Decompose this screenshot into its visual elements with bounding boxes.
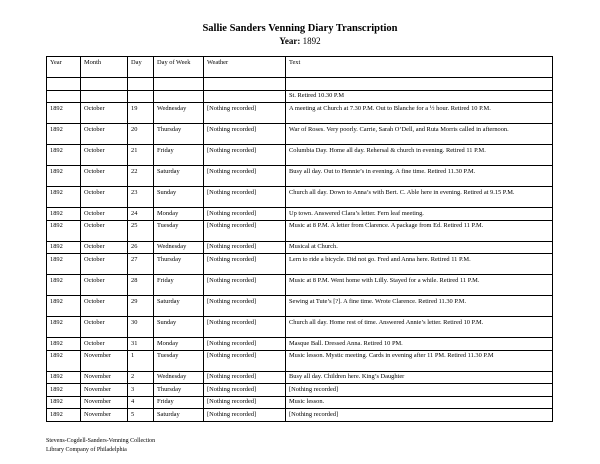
cell-year: 1892 xyxy=(47,371,81,384)
cell-text: Music at 8 P.M. Went home with Lilly. Stayed for a while. Retired 11 P.M. xyxy=(286,275,553,296)
cell-day: 21 xyxy=(128,145,154,166)
page-subtitle xyxy=(46,35,554,48)
cell-day-of-week: Friday xyxy=(154,145,204,166)
cell-month: November xyxy=(81,350,128,371)
cell-year: 1892 xyxy=(47,166,81,187)
cell-month: October xyxy=(81,166,128,187)
cell-month: October xyxy=(81,187,128,208)
cell-weather: [Nothing recorded] xyxy=(204,103,286,124)
cell-weather: [Nothing recorded] xyxy=(204,296,286,317)
table-body xyxy=(47,78,553,422)
cell-year: 1892 xyxy=(47,220,81,241)
footer xyxy=(46,437,155,454)
column-header-weather: Weather xyxy=(204,57,286,78)
footer-institution: Library Company of Philadelphia xyxy=(46,446,127,453)
cell-day-of-week: Saturday xyxy=(154,296,204,317)
cell-year: 1892 xyxy=(47,296,81,317)
cell-month: October xyxy=(81,296,128,317)
cell-month: November xyxy=(81,409,128,422)
cell-month: October xyxy=(81,145,128,166)
table-row xyxy=(47,296,553,317)
cell-day: 4 xyxy=(128,396,154,409)
table-row xyxy=(47,317,553,338)
year-label: Year: xyxy=(279,36,301,46)
table-row xyxy=(47,145,553,166)
cell-text: Masque Ball. Dressed Anna. Retired 10 PM. xyxy=(286,338,553,351)
cell-year: 1892 xyxy=(47,103,81,124)
cell-day-of-week: Sunday xyxy=(154,187,204,208)
cell-text: Music lesson. xyxy=(286,396,553,409)
cell-month: October xyxy=(81,241,128,254)
cell-day: 1 xyxy=(128,350,154,371)
cell-day: 25 xyxy=(128,220,154,241)
cell-text: St. Retired 10.30 P.M xyxy=(286,90,553,103)
table-row xyxy=(47,384,553,397)
table-row xyxy=(47,187,553,208)
cell-weather: [Nothing recorded] xyxy=(204,350,286,371)
cell-day: 22 xyxy=(128,166,154,187)
cell-text: Musical at Church. xyxy=(286,241,553,254)
cell-weather: [Nothing recorded] xyxy=(204,384,286,397)
cell-text: Lern to ride a bicycle. Did not go. Fred and Anna here. Retired 11 P.M. xyxy=(286,254,553,275)
table-header xyxy=(47,57,553,78)
cell-month: October xyxy=(81,103,128,124)
column-header-day-of-week: Day of Week xyxy=(154,57,204,78)
cell-month: October xyxy=(81,254,128,275)
cell-year: 1892 xyxy=(47,254,81,275)
cell-text: Sewing at Tute’s [?]. A fine time. Wrote Clarence. Retired 11.30 P.M. xyxy=(286,296,553,317)
cell-day: 19 xyxy=(128,103,154,124)
cell-month: October xyxy=(81,317,128,338)
cell-day: 20 xyxy=(128,124,154,145)
cell-month: October xyxy=(81,338,128,351)
cell-weather: [Nothing recorded] xyxy=(204,254,286,275)
cell-year xyxy=(47,78,81,91)
table-row xyxy=(47,275,553,296)
cell-text: Music at 8 P.M. A letter from Clarence. A package from Ed. Retired 11 P.M. xyxy=(286,220,553,241)
table-row xyxy=(47,338,553,351)
table-row xyxy=(47,103,553,124)
cell-weather: [Nothing recorded] xyxy=(204,208,286,221)
cell-weather: [Nothing recorded] xyxy=(204,338,286,351)
cell-day-of-week: Tuesday xyxy=(154,350,204,371)
cell-text: Up town. Answered Clara’s letter. Fern leaf meeting. xyxy=(286,208,553,221)
cell-day: 24 xyxy=(128,208,154,221)
cell-weather: [Nothing recorded] xyxy=(204,124,286,145)
cell-day: 23 xyxy=(128,187,154,208)
cell-day-of-week: Friday xyxy=(154,396,204,409)
cell-year: 1892 xyxy=(47,384,81,397)
table-row xyxy=(47,371,553,384)
table-row xyxy=(47,208,553,221)
table-row xyxy=(47,220,553,241)
cell-day-of-week: Friday xyxy=(154,275,204,296)
cell-text: [Nothing recorded] xyxy=(286,384,553,397)
cell-year: 1892 xyxy=(47,145,81,166)
cell-day: 31 xyxy=(128,338,154,351)
cell-day-of-week: Saturday xyxy=(154,409,204,422)
cell-text: A meeting at Church at 7.30 P.M. Out to Blanche for a ½ hour. Retired 10 P.M. xyxy=(286,103,553,124)
cell-year xyxy=(47,90,81,103)
cell-day: 3 xyxy=(128,384,154,397)
column-header-day: Day xyxy=(128,57,154,78)
cell-day-of-week: Wednesday xyxy=(154,371,204,384)
cell-year: 1892 xyxy=(47,350,81,371)
table-row xyxy=(47,124,553,145)
cell-weather: [Nothing recorded] xyxy=(204,220,286,241)
cell-day xyxy=(128,78,154,91)
cell-day-of-week: Thursday xyxy=(154,254,204,275)
cell-weather: [Nothing recorded] xyxy=(204,409,286,422)
diary-table xyxy=(46,56,553,422)
cell-day: 30 xyxy=(128,317,154,338)
table-row xyxy=(47,254,553,275)
cell-text: War of Roses. Very poorly. Carrie, Sarah O’Dell, and Ruta Morris called in afternoon. xyxy=(286,124,553,145)
table-header-row xyxy=(47,57,553,78)
cell-weather: [Nothing recorded] xyxy=(204,275,286,296)
cell-text xyxy=(286,78,553,91)
cell-day-of-week: Saturday xyxy=(154,166,204,187)
cell-text: Music lesson. Mystic meeting. Cards in evening after 11 PM. Retired 11.30 P.M xyxy=(286,350,553,371)
cell-day-of-week: Wednesday xyxy=(154,241,204,254)
cell-weather: [Nothing recorded] xyxy=(204,396,286,409)
cell-day: 27 xyxy=(128,254,154,275)
column-header-month: Month xyxy=(81,57,128,78)
cell-weather: [Nothing recorded] xyxy=(204,317,286,338)
cell-month: November xyxy=(81,371,128,384)
cell-year: 1892 xyxy=(47,317,81,338)
cell-month xyxy=(81,78,128,91)
cell-year: 1892 xyxy=(47,241,81,254)
table-row xyxy=(47,78,553,91)
cell-day: 28 xyxy=(128,275,154,296)
cell-text: Church all day. Home rest of time. Answered Annie’s letter. Retired 10 P.M. xyxy=(286,317,553,338)
column-header-year: Year xyxy=(47,57,81,78)
cell-day-of-week: Wednesday xyxy=(154,103,204,124)
cell-day: 26 xyxy=(128,241,154,254)
cell-month: October xyxy=(81,124,128,145)
cell-text: [Nothing recorded] xyxy=(286,409,553,422)
cell-day: 2 xyxy=(128,371,154,384)
cell-year: 1892 xyxy=(47,124,81,145)
cell-weather: [Nothing recorded] xyxy=(204,241,286,254)
table-row xyxy=(47,241,553,254)
table-row xyxy=(47,90,553,103)
cell-text: Busy all day. Children here. King’s Daughter xyxy=(286,371,553,384)
cell-day: 5 xyxy=(128,409,154,422)
cell-day: 29 xyxy=(128,296,154,317)
cell-year: 1892 xyxy=(47,275,81,296)
cell-text: Busy all day. Out to Hennie’s in evening. A fine time. Retired 11.30 P.M. xyxy=(286,166,553,187)
cell-day-of-week: Sunday xyxy=(154,317,204,338)
cell-text: Church all day. Down to Anna’s with Bert. C. Able here in evening. Retired at 9.15 P.M. xyxy=(286,187,553,208)
cell-weather: [Nothing recorded] xyxy=(204,166,286,187)
table-row xyxy=(47,396,553,409)
cell-weather: [Nothing recorded] xyxy=(204,187,286,208)
cell-day-of-week: Thursday xyxy=(154,124,204,145)
cell-month: October xyxy=(81,208,128,221)
cell-day-of-week: Monday xyxy=(154,208,204,221)
cell-year: 1892 xyxy=(47,208,81,221)
page-title: Sallie Sanders Venning Diary Transcription xyxy=(202,23,398,34)
cell-weather xyxy=(204,90,286,103)
cell-day-of-week xyxy=(154,78,204,91)
year-value: 1892 xyxy=(302,36,321,46)
cell-month xyxy=(81,90,128,103)
column-header-text: Text xyxy=(286,57,553,78)
cell-weather: [Nothing recorded] xyxy=(204,371,286,384)
cell-month: November xyxy=(81,396,128,409)
cell-day-of-week: Monday xyxy=(154,338,204,351)
cell-day-of-week xyxy=(154,90,204,103)
cell-day-of-week: Thursday xyxy=(154,384,204,397)
cell-year: 1892 xyxy=(47,338,81,351)
cell-year: 1892 xyxy=(47,187,81,208)
table-row xyxy=(47,409,553,422)
cell-day-of-week: Tuesday xyxy=(154,220,204,241)
footer-collection: Stevens-Cogdell-Sanders-Venning Collection xyxy=(46,438,156,444)
cell-year: 1892 xyxy=(47,409,81,422)
cell-day xyxy=(128,90,154,103)
cell-month: October xyxy=(81,275,128,296)
cell-month: November xyxy=(81,384,128,397)
cell-weather xyxy=(204,78,286,91)
cell-weather: [Nothing recorded] xyxy=(204,145,286,166)
table-row xyxy=(47,166,553,187)
cell-month: October xyxy=(81,220,128,241)
cell-text: Columbia Day. Home all day. Rehersal & church in evening. Retired 11 P.M. xyxy=(286,145,553,166)
cell-year: 1892 xyxy=(47,396,81,409)
table-row xyxy=(47,350,553,371)
